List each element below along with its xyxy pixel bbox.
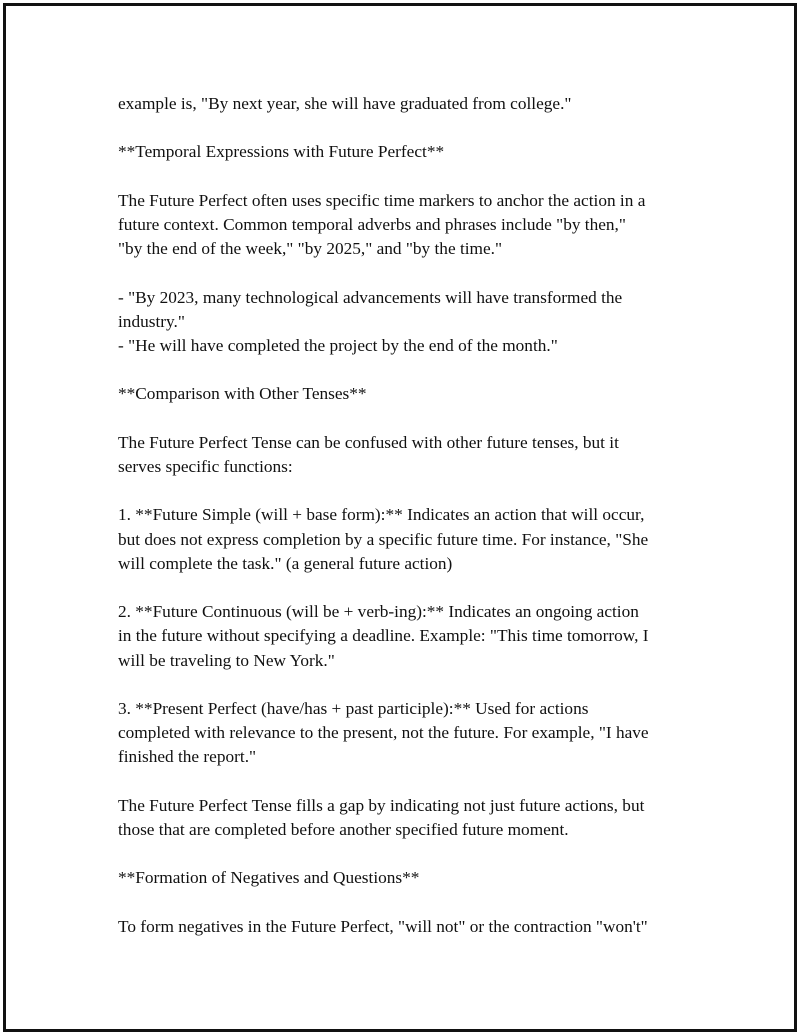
paragraph-negatives: To form negatives in the Future Perfect, "will not" or the contraction "won't": [118, 916, 648, 936]
document-body: [118, 92, 698, 939]
paragraph-comparison-intro: The Future Perfect Tense can be confused with other future tenses, but it serves specific functions:: [118, 432, 619, 476]
list-item-present-perfect: 3. **Present Perfect (have/has + past participle):** Used for actions completed with relevance to the present, not the future. For example, "I have finished the report.": [118, 698, 649, 767]
paragraph-gap-summary: The Future Perfect Tense fills a gap by indicating not just future actions, but those that are completed before another specified future moment.: [118, 795, 645, 839]
heading-negatives-questions: **Formation of Negatives and Questions**: [118, 868, 420, 888]
paragraph-time-markers: The Future Perfect often uses specific time markers to anchor the action in a future context. Common temporal adverbs and phrases include "by then," "by the end of the week," "by 2025," and "by the time.": [118, 190, 646, 259]
heading-comparison: **Comparison with Other Tenses**: [118, 384, 367, 404]
heading-temporal-expressions: **Temporal Expressions with Future Perfect**: [118, 142, 445, 162]
list-item-future-simple: 1. **Future Simple (will + base form):** Indicates an action that will occur, but does not express completion by a specific future time. For instance, "She will complete the task." (a general future action): [118, 505, 649, 573]
list-examples: - "By 2023, many technological advancements will have transformed the industry." - "He will have completed the project by the end of the month.": [118, 287, 623, 355]
paragraph-example-continuation: example is, "By next year, she will have graduated from college.": [118, 94, 572, 113]
list-item-future-continuous: 2. **Future Continuous (will be + verb-ing):** Indicates an ongoing action in the future without specifying a deadline. Example: "This time tomorrow, I will be traveling to New York.": [118, 602, 649, 670]
